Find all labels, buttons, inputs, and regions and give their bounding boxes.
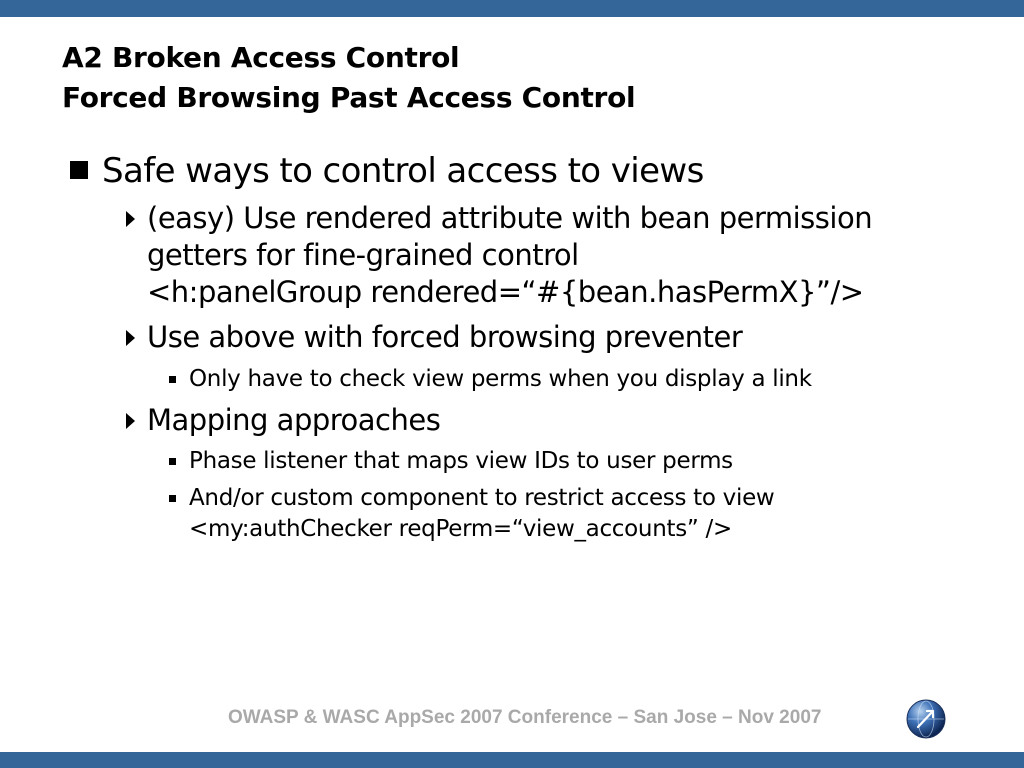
bullet-mapping-sub1-text: Phase listener that maps view IDs to user perms [189, 448, 733, 474]
triangle-bullet-icon [126, 413, 135, 429]
bullet-preventer-sub-text: Only have to check view perms when you display a link [189, 366, 812, 392]
footer-text: OWASP & WASC AppSec 2007 Conference – San Jose – Nov 2007 [228, 707, 822, 728]
bullet-main [70, 150, 704, 192]
bullet-mapping-text: Mapping approaches [147, 403, 441, 437]
title-line-2: Forced Browsing Past Access Control [62, 81, 636, 114]
small-square-bullet-icon [169, 458, 176, 465]
small-square-bullet-icon [169, 376, 176, 383]
square-bullet-icon [70, 161, 88, 179]
bullet-easy-line2: getters for fine-grained control [147, 238, 579, 272]
triangle-bullet-icon [126, 211, 135, 227]
bullet-mapping-sub2-line2: <my:authChecker reqPerm=“view_accounts” /> [189, 516, 732, 542]
bullet-main-text: Safe ways to control access to views [102, 151, 704, 191]
bullet-easy-line3: <h:panelGroup rendered=“#{bean.hasPermX}”/> [147, 275, 864, 309]
title-line-1: A2 Broken Access Control [62, 41, 460, 74]
bullet-preventer-text: Use above with forced browsing preventer [147, 320, 743, 354]
triangle-bullet-icon [126, 330, 135, 346]
bullet-easy-line1: (easy) Use rendered attribute with bean permission [147, 201, 873, 235]
small-square-bullet-icon [169, 495, 176, 502]
owasp-globe-logo-icon [906, 699, 946, 739]
bottom-bar [0, 752, 1024, 768]
bullet-mapping-sub2-line1: And/or custom component to restrict access to view [189, 485, 775, 511]
